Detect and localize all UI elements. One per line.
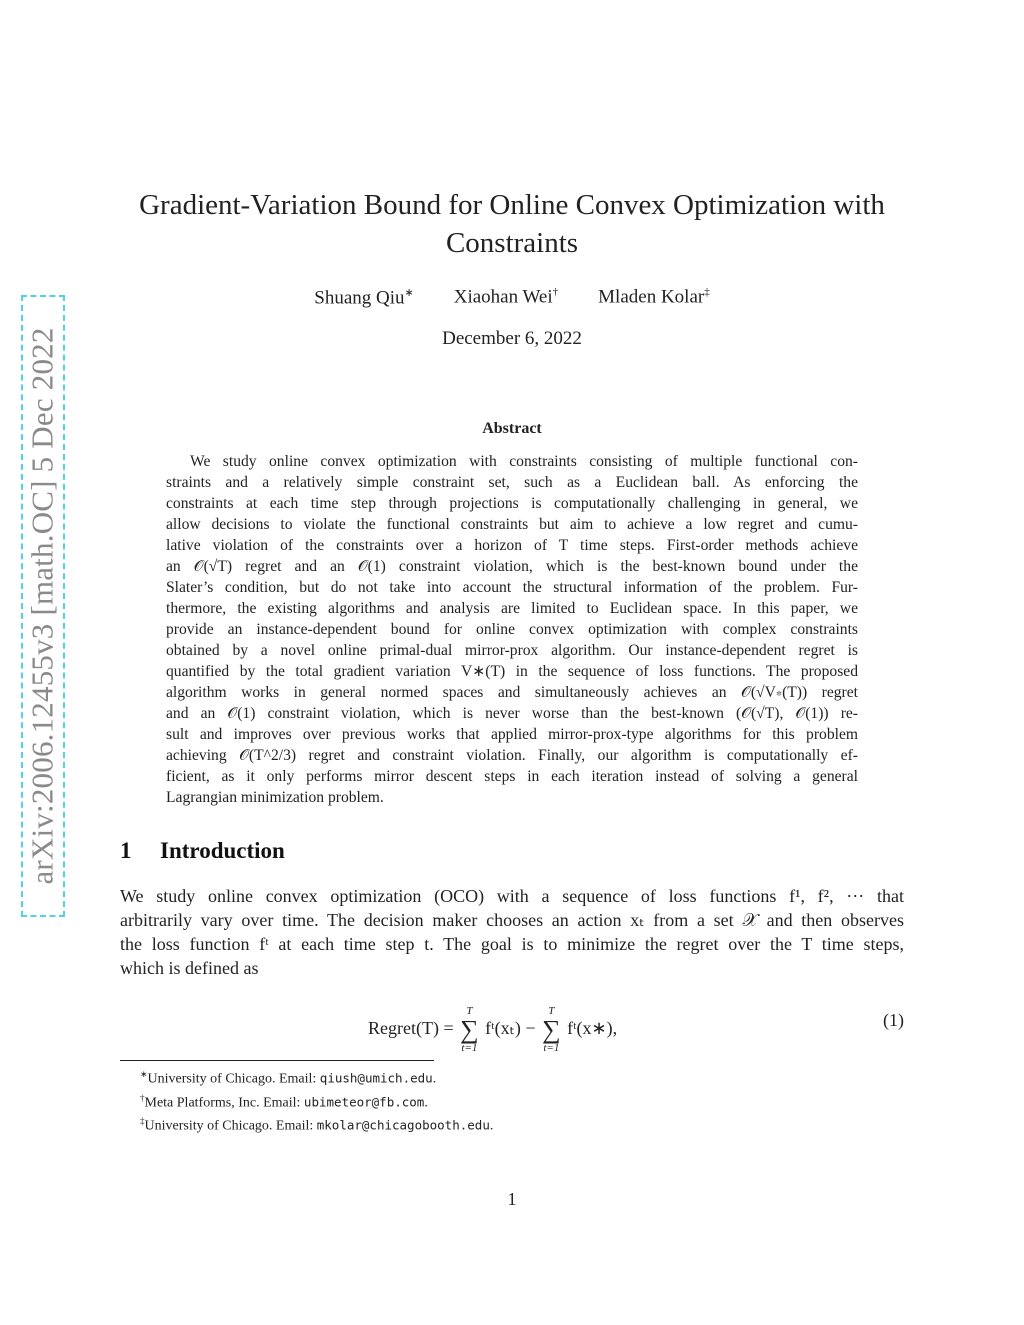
author: Xiaohan Wei† [453, 286, 559, 308]
equation-number: (1) [883, 1010, 904, 1030]
abstract-line: and an 𝒪(1) constraint violation, which is never worse than the best-known (𝒪(√T), 𝒪(1)) re- [166, 705, 858, 722]
footnote: ‡University of Chicago. Email: mkolar@chicagobooth.edu. [140, 1116, 494, 1134]
author: Shuang Qiu∗ [314, 287, 414, 309]
abstract-line: We study online convex optimization with constraints consisting of multiple functional con- [190, 453, 858, 470]
equation-lhs: Regret(T) = [368, 1018, 454, 1039]
abstract-line: obtained by a novel online primal-dual mirror-prox algorithm. Our instance-dependent regret is [166, 642, 858, 659]
paper-date: December 6, 2022 [442, 328, 582, 349]
email-link[interactable]: qiush@umich.edu [319, 1070, 433, 1086]
intro-line: We study online convex optimization (OCO) with a sequence of loss functions f¹, f², ··· that [120, 886, 904, 906]
arxiv-stamp [21, 295, 65, 917]
abstract-line: provide an instance-dependent bound for online convex optimization with complex constraints [166, 621, 858, 638]
footnote-divider [120, 1060, 434, 1061]
abstract-line: constraints at each time step through projections is computationally challenging in general, we [166, 495, 858, 512]
equation-term-1: fᵗ(xₜ) − [485, 1018, 536, 1039]
regret-equation [120, 994, 904, 1054]
abstract-line: Slater’s condition, but do not take into account the structural information of the problem. Fur- [166, 579, 858, 596]
abstract-line: ficient, as it only performs mirror descent steps in each iteration instead of solving a general [166, 768, 858, 785]
abstract-line: thermore, the existing algorithms and analysis are limited to Euclidean space. In this paper, we [166, 600, 858, 617]
equation-term-2: fᵗ(x∗), [567, 1018, 618, 1039]
intro-line: arbitrarily vary over time. The decision maker chooses an action xₜ from a set 𝒳 and then observes [120, 910, 904, 930]
footnotes [140, 1065, 493, 1136]
abstract-line: lative violation of the constraints over a horizon of T time steps. First-order methods achieve [166, 537, 858, 554]
email-link[interactable]: ubimeteor@fb.com [303, 1094, 425, 1110]
abstract-heading: Abstract [482, 420, 542, 437]
abstract-line: quantified by the total gradient variation V∗(T) in the sequence of loss functions. The proposed [166, 663, 858, 680]
footnote: ∗University of Chicago. Email: qiush@umich.edu. [140, 1069, 437, 1087]
page-number: 1 [507, 1189, 517, 1209]
section-heading [120, 838, 285, 864]
abstract-line: straints and a relatively simple constraint set, such as a Euclidean ball. As enforcing the [166, 474, 858, 491]
abstract-body [166, 451, 858, 808]
sum-symbol: T ∑ t=1 [542, 1005, 561, 1054]
section-number: 1 [120, 838, 132, 863]
abstract-line: Lagrangian minimization problem. [166, 789, 384, 806]
author: Mladen Kolar‡ [598, 286, 710, 308]
abstract-line: algorithm works in general normed spaces and simultaneously achieves an 𝒪(√V∗(T)) regret [166, 684, 858, 701]
abstract-line: achieving 𝒪(T^2/3) regret and constraint violation. Finally, our algorithm is computationally ef- [166, 747, 858, 764]
title-line-1: Gradient-Variation Bound for Online Convex Optimization with [139, 189, 885, 221]
author-list [200, 286, 824, 309]
introduction-paragraph [120, 884, 904, 980]
footnote: †Meta Platforms, Inc. Email: ubimeteor@fb.com. [140, 1092, 428, 1111]
abstract-line: sult and improves over previous works that applied mirror-prox-type algorithms for this problem [166, 726, 858, 743]
intro-line: the loss function fᵗ at each time step t. The goal is to minimize the regret over the T time steps, [120, 934, 904, 954]
email-link[interactable]: mkolar@chicagobooth.edu [316, 1117, 490, 1133]
abstract-line: an 𝒪(√T) regret and an 𝒪(1) constraint violation, which is the best-known bound under the [166, 558, 858, 575]
title-line-2: Constraints [445, 227, 579, 259]
intro-line: which is defined as [120, 958, 259, 978]
sum-symbol: T ∑ t=1 [460, 1005, 479, 1054]
section-title: Introduction [160, 838, 285, 863]
arxiv-id: arXiv:2006.12455v3 [math.OC] 5 Dec 2022 [25, 327, 61, 885]
paper-title [110, 186, 914, 262]
equation-body [368, 1006, 617, 1054]
abstract-line: allow decisions to violate the functional constraints but aim to achieve a low regret and cumu- [166, 516, 858, 533]
